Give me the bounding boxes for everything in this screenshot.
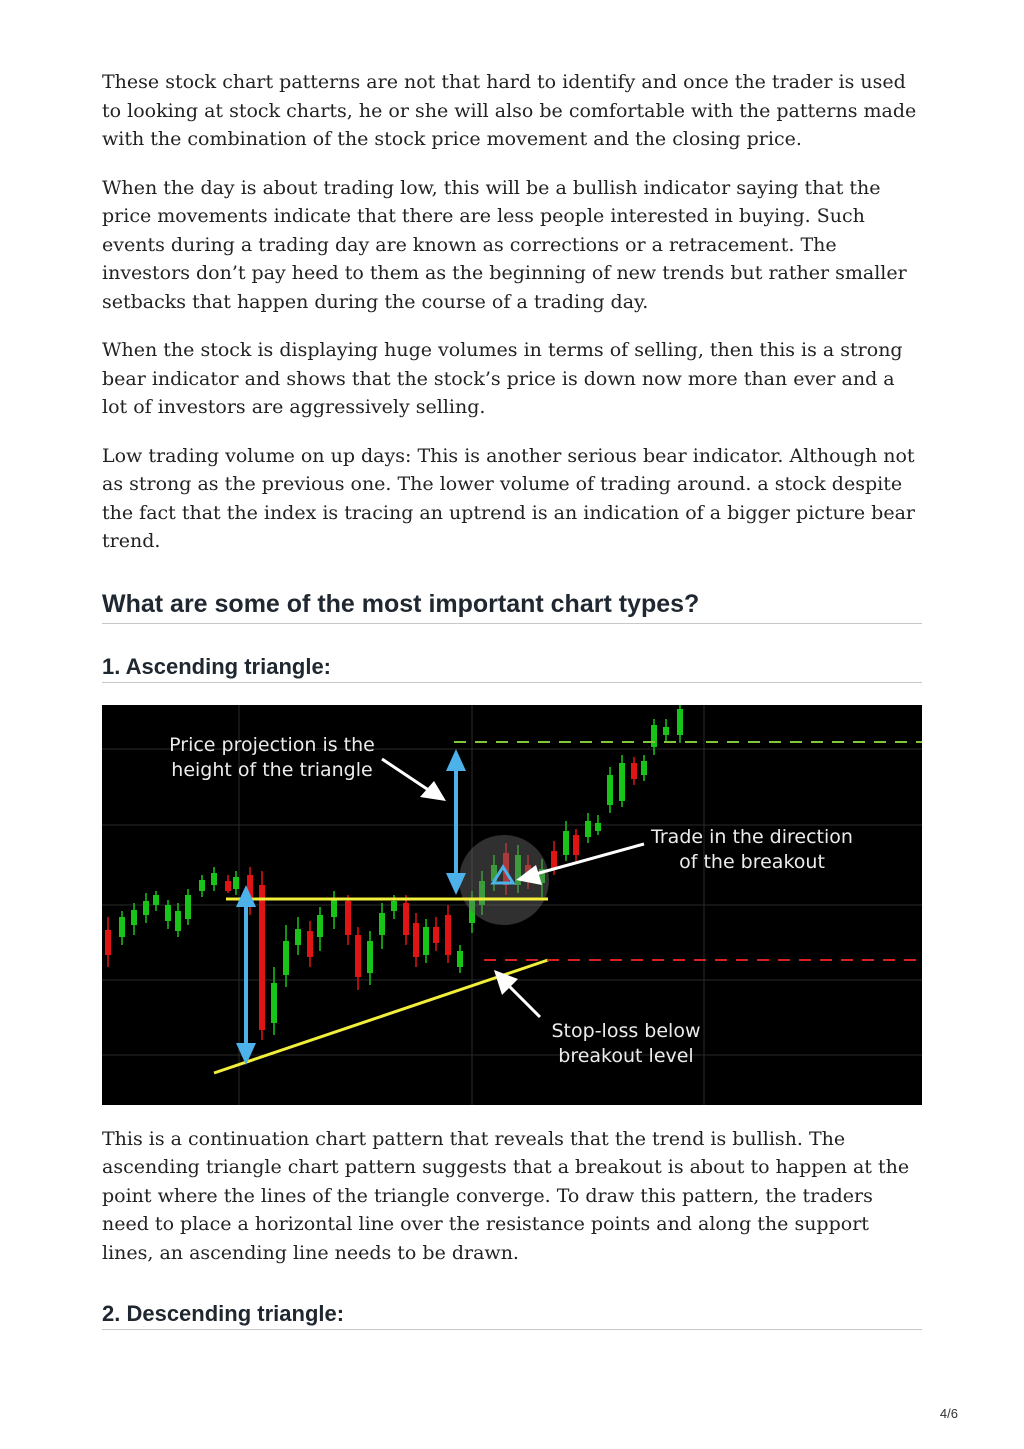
candle-up (585, 821, 591, 837)
projection-arrow (446, 749, 466, 895)
candle-down (445, 915, 451, 955)
candle-down (345, 901, 351, 935)
candle-up (317, 915, 323, 937)
ascending-triangle-heading: 1. Ascending triangle: (102, 654, 922, 683)
candle-up (423, 927, 429, 955)
trade-label-line2: of the breakout (679, 850, 825, 873)
candle-up (651, 725, 657, 747)
candle-up (595, 823, 601, 831)
candle-up (391, 901, 397, 911)
candle-up (379, 913, 385, 935)
projection-label-line2: height of the triangle (171, 758, 373, 781)
candle-up (619, 763, 625, 801)
candle-down (631, 763, 637, 779)
candle-up (233, 877, 239, 889)
descending-triangle-heading: 2. Descending triangle: (102, 1301, 922, 1330)
candle-down (307, 931, 313, 957)
ascending-description: This is a continuation chart pattern that reveals that the trend is bullish. The ascending triangle chart pattern suggests that a breakout is about to happen at the point where the lines of the triangle converge. To draw this pattern, the traders need to place a horizontal line over the resistance points and along the support lines, an ascending line needs to be drawn. (102, 1127, 910, 1264)
candle-down (573, 835, 579, 855)
candle-up (295, 929, 301, 945)
candle-up (367, 941, 373, 973)
candle-up (283, 941, 289, 975)
candle-up (563, 831, 569, 855)
page-number: 4/6 (939, 1406, 958, 1421)
candle-up (663, 727, 669, 735)
stoploss-label-line2: breakout level (558, 1044, 694, 1067)
candle-up (119, 917, 125, 937)
candle-down (259, 885, 265, 1030)
candle-down (225, 881, 231, 891)
stoploss-label-line1: Stop-loss below (551, 1019, 701, 1042)
candle-up (143, 901, 149, 915)
candle-up (607, 775, 613, 805)
candle-up (641, 761, 647, 775)
ascending-triangle-chart (102, 705, 922, 1105)
candle-up (153, 895, 159, 905)
intro-paragraph-2: When the day is about trading low, this will be a bullish indicator saying that the price movements indicate that there are less people interested in buying. Such events during a trading day are known as corrections or a retracement. The investors don’t pay heed to them as the beginning of new trends but rather smaller setbacks that happen during the course of a trading day. (102, 176, 907, 313)
candle-down (413, 923, 419, 957)
intro-paragraph-1: These stock chart patterns are not that hard to identify and once the trader is used to looking at stock charts, he or she will also be comfortable with the patterns made with the combination of the stock price movement and the closing price. (102, 71, 917, 150)
candle-up (131, 910, 137, 925)
projection-label-line1: Price projection is the (169, 733, 375, 756)
candle-up (331, 899, 337, 917)
candle-up (457, 951, 463, 967)
chart-svg (102, 705, 922, 1105)
intro-paragraph-3: When the stock is displaying huge volumes in terms of selling, then this is a strong bear indicator and shows that the stock’s price is down now more than ever and a lot of investors are aggressively selling. (102, 339, 903, 418)
candle-up (175, 911, 181, 931)
candle-up (165, 905, 171, 921)
section-heading: What are some of the most important chart types? (102, 590, 922, 624)
candle-down (551, 851, 557, 869)
candle-down (403, 903, 409, 935)
candle-up (677, 709, 683, 735)
candle-up (211, 873, 217, 885)
document-page (102, 68, 922, 1330)
candle-up (199, 880, 205, 891)
intro-paragraph-4: Low trading volume on up days: This is another serious bear indicator. Although not as strong as the previous one. The lower volume of trading around. a stock despite the fact that the index is tracing an uptrend is an indication of a bigger picture bear trend. (102, 444, 915, 552)
candle-down (433, 927, 439, 943)
candle-up (185, 895, 191, 919)
candle-up (271, 983, 277, 1023)
candle-down (355, 935, 361, 977)
trade-label-line1: Trade in the direction (651, 825, 853, 848)
candle-down (105, 930, 111, 955)
